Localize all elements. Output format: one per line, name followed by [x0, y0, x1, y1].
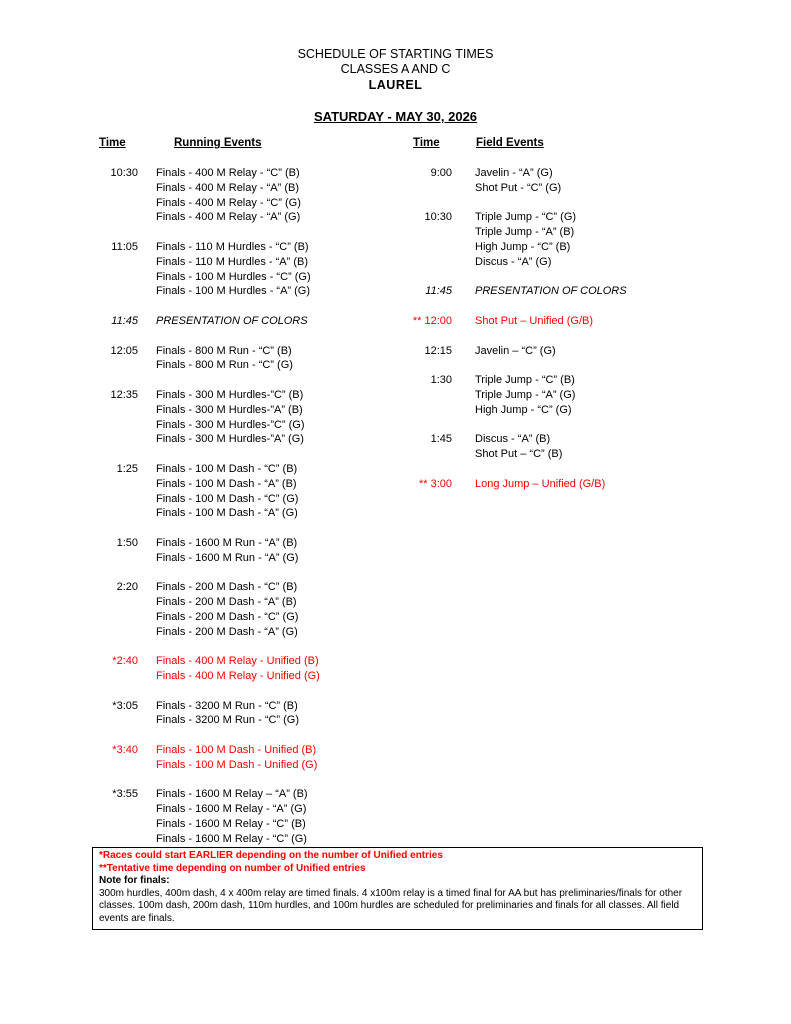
field-event-row — [412, 329, 712, 344]
field-event-event: Triple Jump - “A” (G) — [475, 388, 576, 401]
running-event-time: 1:25 — [116, 462, 138, 475]
running-event-event: Finals - 100 M Dash - “C” (G) — [156, 492, 299, 505]
running-event-event: Finals - 200 M Dash - “C” (G) — [156, 610, 299, 623]
field-event-time: ** 3:00 — [418, 477, 452, 490]
running-event-event: Finals - 100 M Dash - “C” (B) — [156, 462, 298, 475]
field-event-row — [412, 447, 712, 462]
field-event-row — [412, 373, 712, 388]
field-event-row — [412, 358, 712, 373]
running-event-row — [98, 403, 398, 418]
note-finals-body: 300m hurdles, 400m dash, 4 x 400m relay are timed finals. 4 x100m relay is a timed final for AA but has preliminaries/finals for other classes. 100m dash, 200m dash, 110m hurdles, and 100m hurdles are scheduled for preliminaries and finals for all classes. All field events are finals. — [99, 887, 683, 924]
running-event-event: PRESENTATION OF COLORS — [156, 314, 308, 327]
running-event-event: Finals - 200 M Dash - “A” (G) — [156, 625, 298, 638]
running-event-event: Finals - 100 M Dash - Unified (G) — [156, 758, 318, 771]
running-event-event: Finals - 800 M Run - “C” (G) — [156, 359, 293, 372]
running-event-event: Finals - 110 M Hurdles - “C” (B) — [156, 240, 309, 253]
running-event-time: 1:50 — [116, 536, 138, 549]
running-event-row — [98, 699, 398, 714]
running-event-row — [98, 284, 398, 299]
field-event-event: Javelin - “A” (G) — [475, 167, 553, 179]
running-event-row — [98, 713, 398, 728]
running-event-row — [98, 536, 398, 551]
running-event-row — [98, 580, 398, 595]
running-event-event: Finals - 1600 M Relay - “C” (B) — [156, 818, 306, 831]
running-event-row — [98, 270, 398, 285]
running-event-event: Finals - 300 M Hurdles-”A” (B) — [156, 403, 303, 416]
running-event-event: Finals - 100 M Dash - “A” (B) — [156, 477, 297, 490]
running-event-event: Finals - 1600 M Relay - “A” (G) — [156, 803, 307, 816]
field-event-event: Discus - “A” (G) — [475, 255, 552, 268]
field-event-event: Shot Put – “C” (B) — [475, 448, 563, 461]
field-event-event: Shot Put – Unified (G/B) — [475, 314, 593, 327]
running-event-time: *3:55 — [112, 788, 138, 801]
title-date: SATURDAY - MAY 30, 2026 — [313, 109, 478, 124]
running-event-time: 10:30 — [110, 167, 138, 179]
field-event-row — [412, 388, 712, 403]
running-event-row — [98, 625, 398, 640]
running-event-row — [98, 610, 398, 625]
running-event-row — [98, 432, 398, 447]
field-event-row — [412, 166, 712, 181]
running-event-row — [98, 388, 398, 403]
running-event-event: Finals - 800 M Run - “C” (B) — [156, 344, 292, 357]
field-event-event: Long Jump – Unified (G/B) — [475, 477, 606, 490]
field-event-time: 9:00 — [430, 167, 452, 179]
running-event-time: 12:05 — [110, 344, 138, 357]
running-event-event: Finals - 200 M Dash - “C” (B) — [156, 581, 298, 594]
field-event-row — [412, 462, 712, 477]
running-event-event: Finals - 1600 M Run - “A” (B) — [156, 536, 298, 549]
running-event-row — [98, 314, 398, 329]
running-event-row — [98, 255, 398, 270]
running-event-time: 11:05 — [111, 240, 138, 253]
note-tentative: **Tentative time depending on number of Unified entries — [99, 862, 366, 874]
field-event-event: Discus - “A” (B) — [475, 433, 551, 446]
running-event-event: Finals - 400 M Relay - Unified (B) — [156, 655, 319, 668]
running-event-event: Finals - 100 M Dash - Unified (B) — [156, 744, 317, 757]
field-event-row — [412, 210, 712, 225]
running-event-row — [98, 728, 398, 743]
note-finals-heading: Note for finals: — [99, 875, 170, 887]
running-event-row — [98, 743, 398, 758]
running-event-row — [98, 477, 398, 492]
running-event-row — [98, 462, 398, 477]
title-schedule: SCHEDULE OF STARTING TIMES — [297, 47, 494, 61]
field-event-row — [412, 255, 712, 270]
field-event-row — [412, 225, 712, 240]
header-field-events: Field Events — [476, 137, 544, 149]
running-event-row — [98, 299, 398, 314]
running-event-row — [98, 832, 398, 847]
running-event-row — [98, 506, 398, 521]
running-event-row — [98, 240, 398, 255]
running-event-event: Finals - 1600 M Relay – “A” (B) — [156, 788, 308, 801]
field-event-row — [412, 196, 712, 211]
field-event-row — [412, 314, 712, 329]
running-event-event: Finals - 400 M Relay - Unified (G) — [156, 670, 320, 683]
running-event-time: 12:35 — [110, 388, 138, 401]
running-events-list — [98, 166, 398, 847]
field-event-row — [412, 240, 712, 255]
running-event-event: Finals - 3200 M Run - “C” (B) — [156, 699, 298, 712]
field-event-event: Triple Jump - “A” (B) — [475, 226, 575, 239]
title-classes: CLASSES A AND C — [340, 62, 451, 76]
running-event-row — [98, 640, 398, 655]
field-event-row — [412, 270, 712, 285]
running-event-row — [98, 166, 398, 181]
field-event-row — [412, 344, 712, 359]
field-event-time: 11:45 — [425, 285, 452, 298]
field-event-row — [412, 432, 712, 447]
running-event-time: *3:40 — [112, 744, 138, 757]
field-event-row — [412, 284, 712, 299]
running-event-time: *3:05 — [112, 699, 138, 712]
running-event-row — [98, 447, 398, 462]
field-event-time: 12:15 — [424, 344, 452, 357]
running-event-row — [98, 358, 398, 373]
running-event-row — [98, 817, 398, 832]
running-event-event: Finals - 100 M Hurdles - “C” (G) — [156, 270, 311, 283]
running-event-row — [98, 181, 398, 196]
running-event-row — [98, 669, 398, 684]
field-event-event: Shot Put - “C” (G) — [475, 181, 562, 194]
running-event-row — [98, 344, 398, 359]
header-right-time: Time — [413, 137, 440, 149]
note-earlier: *Races could start EARLIER depending on the number of Unified entries — [99, 850, 443, 861]
running-event-row — [98, 787, 398, 802]
running-event-event: Finals - 400 M Relay - “A” (G) — [156, 211, 301, 224]
running-event-event: Finals - 300 M Hurdles-”C” (G) — [156, 418, 305, 431]
running-event-event: Finals - 100 M Hurdles - “A” (G) — [156, 285, 311, 298]
running-event-event: Finals - 400 M Relay - “C” (B) — [156, 167, 300, 179]
running-event-event: Finals - 1600 M Relay - “C” (G) — [156, 832, 307, 845]
field-event-row — [412, 477, 712, 492]
field-event-event: Triple Jump - “C” (G) — [475, 211, 577, 224]
field-events-list — [412, 166, 712, 492]
running-event-row — [98, 684, 398, 699]
field-event-row — [412, 403, 712, 418]
running-event-event: Finals - 1600 M Run - “A” (G) — [156, 551, 299, 564]
header-running-events: Running Events — [174, 137, 262, 149]
field-event-event: Javelin – “C” (G) — [475, 344, 556, 357]
running-event-row — [98, 225, 398, 240]
running-event-row — [98, 196, 398, 211]
field-event-time: 1:45 — [430, 433, 452, 446]
running-event-row — [98, 802, 398, 817]
running-event-event: Finals - 400 M Relay - “A” (B) — [156, 181, 300, 194]
field-event-time: ** 12:00 — [412, 314, 452, 327]
title-location: LAUREL — [368, 78, 423, 92]
running-event-event: Finals - 100 M Dash - “A” (G) — [156, 507, 298, 520]
running-event-row — [98, 373, 398, 388]
running-event-event: Finals - 300 M Hurdles-”C” (B) — [156, 388, 304, 401]
running-event-row — [98, 654, 398, 669]
running-event-row — [98, 492, 398, 507]
running-event-row — [98, 521, 398, 536]
running-event-event: Finals - 400 M Relay - “C” (G) — [156, 196, 301, 209]
field-event-event: Triple Jump - “C” (B) — [475, 374, 575, 387]
running-event-event: Finals - 300 M Hurdles-”A” (G) — [156, 433, 304, 446]
running-event-row — [98, 566, 398, 581]
field-event-time: 10:30 — [424, 211, 452, 224]
running-event-row — [98, 773, 398, 788]
running-event-row — [98, 551, 398, 566]
field-event-row — [412, 181, 712, 196]
running-event-row — [98, 210, 398, 225]
notes-box — [92, 847, 703, 930]
running-event-event: Finals - 200 M Dash - “A” (B) — [156, 596, 297, 609]
header-left-time: Time — [99, 137, 126, 149]
field-event-row — [412, 299, 712, 314]
field-event-row — [412, 418, 712, 433]
running-event-time: 11:45 — [111, 314, 138, 327]
field-event-event: PRESENTATION OF COLORS — [475, 285, 627, 298]
running-event-row — [98, 758, 398, 773]
running-event-time: 2:20 — [116, 581, 138, 594]
field-event-event: High Jump - “C” (B) — [475, 240, 571, 253]
running-event-row — [98, 329, 398, 344]
running-event-row — [98, 418, 398, 433]
field-event-time: 1:30 — [430, 374, 452, 387]
running-event-event: Finals - 110 M Hurdles - “A” (B) — [156, 255, 308, 268]
running-event-time: *2:40 — [112, 655, 138, 668]
running-event-event: Finals - 3200 M Run - “C” (G) — [156, 714, 300, 727]
field-event-event: High Jump - “C” (G) — [475, 403, 572, 416]
running-event-row — [98, 595, 398, 610]
